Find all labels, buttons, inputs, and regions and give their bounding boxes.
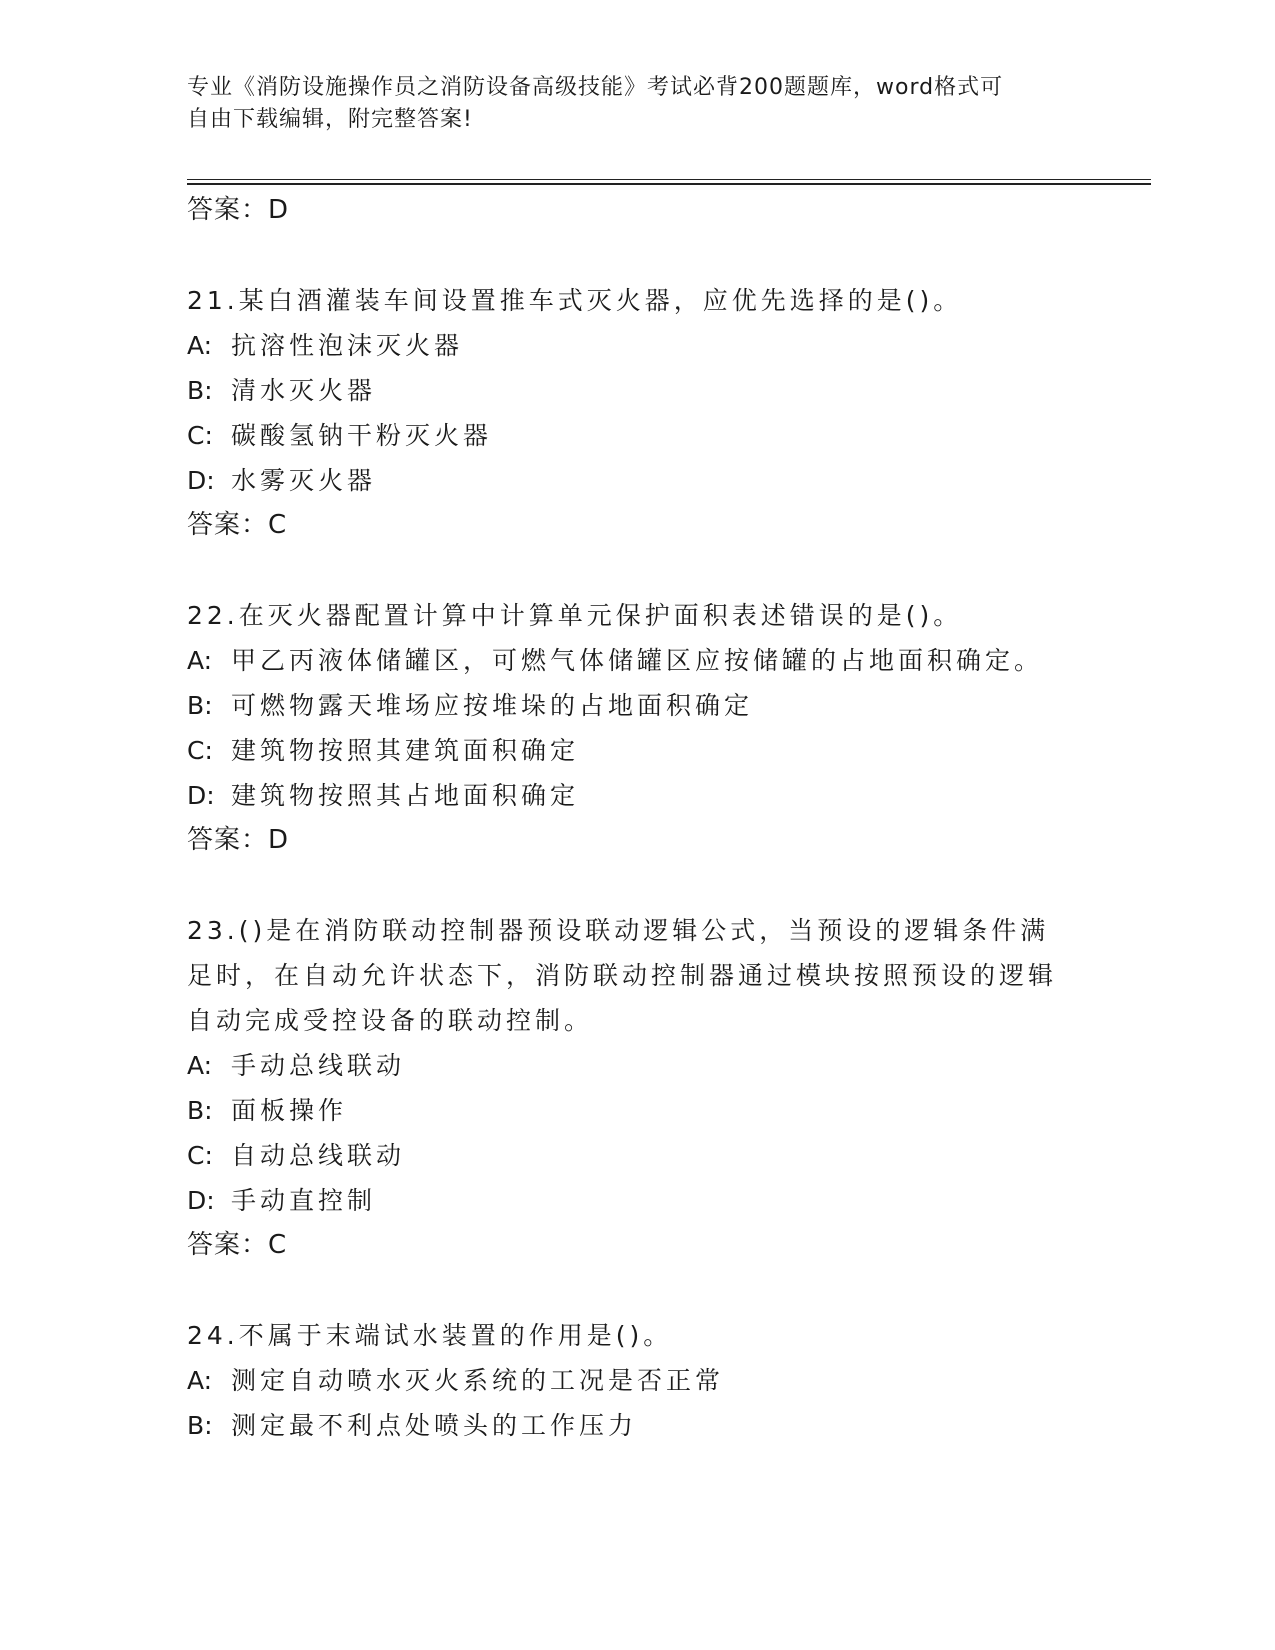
option-text: 抗溶性泡沫灭火器 — [231, 331, 464, 360]
option-text: 面板操作 — [231, 1096, 348, 1125]
question-text-line: 足时，在自动允许状态下，消防联动控制器通过模块按照预设的逻辑 — [187, 961, 1058, 990]
question-block — [187, 278, 1107, 547]
header-line-2: 自由下载编辑，附完整答案! — [187, 107, 473, 132]
option-label: C: — [187, 1141, 213, 1170]
option-text: 甲乙丙液体储罐区，可燃气体储罐区应按储罐的占地面积确定。 — [231, 646, 1044, 675]
question-text-line: 23.()是在消防联动控制器预设联动逻辑公式，当预设的逻辑条件满 — [187, 916, 1050, 945]
answer-line: 答案：D — [187, 195, 290, 225]
option-d — [187, 1178, 1107, 1223]
question-text: 24.不属于末端试水装置的作用是()。 — [187, 1321, 673, 1350]
option-d — [187, 458, 1107, 503]
option-c — [187, 413, 1107, 458]
option-text: 手动总线联动 — [231, 1051, 406, 1080]
option-a — [187, 1043, 1107, 1088]
spacer — [187, 862, 1107, 908]
answer-line: 答案：D — [187, 825, 290, 855]
option-label: D: — [187, 781, 215, 810]
option-text: 自动总线联动 — [231, 1141, 406, 1170]
question-text: 22.在灭火器配置计算中计算单元保护面积表述错误的是()。 — [187, 601, 963, 630]
document-header — [187, 72, 1067, 136]
option-text: 可燃物露天堆场应按堆垛的占地面积确定 — [231, 691, 754, 720]
option-text: 碳酸氢钠干粉灭火器 — [231, 421, 493, 450]
option-label: C: — [187, 421, 213, 450]
option-label: B: — [187, 1096, 213, 1125]
header-divider-thin — [187, 179, 1151, 180]
option-d — [187, 773, 1107, 818]
option-c — [187, 728, 1107, 773]
option-text: 手动直控制 — [231, 1186, 377, 1215]
spacer — [187, 547, 1107, 593]
option-text: 测定自动喷水灭火系统的工况是否正常 — [231, 1366, 725, 1395]
option-label: A: — [187, 1366, 213, 1395]
header-divider-thick — [187, 183, 1151, 185]
option-text: 水雾灭火器 — [231, 466, 377, 495]
option-label: A: — [187, 1051, 213, 1080]
option-b — [187, 1088, 1107, 1133]
option-label: D: — [187, 466, 215, 495]
question-block — [187, 908, 1107, 1267]
option-label: A: — [187, 331, 213, 360]
header-line-1: 专业《消防设施操作员之消防设备高级技能》考试必背200题题库，word格式可 — [187, 75, 1004, 100]
question-list — [187, 188, 1107, 1448]
option-text: 建筑物按照其建筑面积确定 — [231, 736, 580, 765]
option-b — [187, 368, 1107, 413]
option-b — [187, 683, 1107, 728]
spacer — [187, 232, 1107, 278]
question-text-line: 自动完成受控设备的联动控制。 — [187, 1006, 594, 1035]
question-block — [187, 593, 1107, 862]
option-text: 测定最不利点处喷头的工作压力 — [231, 1411, 638, 1440]
option-label: D: — [187, 1186, 215, 1215]
answer-line: 答案：C — [187, 1230, 288, 1260]
option-b — [187, 1403, 1107, 1448]
option-label: C: — [187, 736, 213, 765]
option-label: B: — [187, 691, 213, 720]
option-text: 清水灭火器 — [231, 376, 377, 405]
answer-line: 答案：C — [187, 510, 288, 540]
spacer — [187, 1267, 1107, 1313]
option-label: A: — [187, 646, 213, 675]
option-a — [187, 638, 1107, 683]
option-c — [187, 1133, 1107, 1178]
question-text: 21.某白酒灌装车间设置推车式灭火器，应优先选择的是()。 — [187, 286, 963, 315]
option-label: B: — [187, 376, 213, 405]
option-a — [187, 323, 1107, 368]
option-a — [187, 1358, 1107, 1403]
option-label: B: — [187, 1411, 213, 1440]
option-text: 建筑物按照其占地面积确定 — [231, 781, 580, 810]
question-block — [187, 1313, 1107, 1448]
